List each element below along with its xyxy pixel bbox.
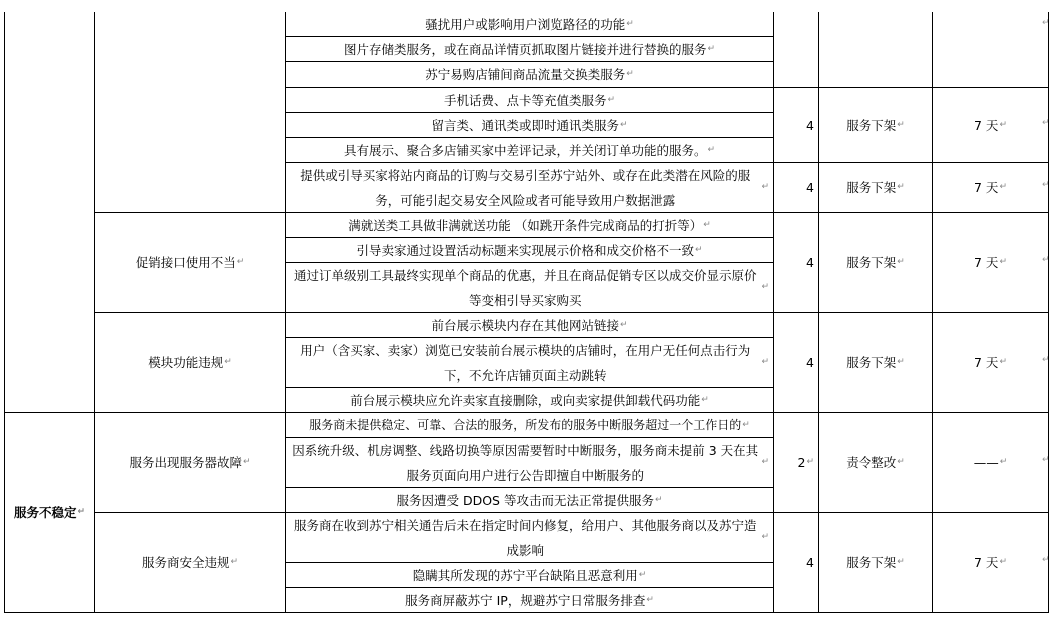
score-value: 4: [806, 255, 814, 270]
penalty-action: 服务下架 ↵: [846, 180, 905, 195]
score-value: 2 ↵: [797, 455, 814, 470]
rule-description: 服务商未提供稳定、可靠、合法的服务，所发布的服务中断服务超过一个工作日的 ↵: [309, 417, 750, 432]
category-module: 模块功能违规 ↵: [148, 355, 232, 370]
category-server: 服务出现服务器故障 ↵: [129, 455, 251, 470]
row-end-mark: ↵: [1042, 355, 1050, 365]
rule-description: 满就送类工具做非满就送功能 （如跳开条件完成商品的打折等） ↵: [348, 217, 711, 233]
rule-description: 服务因遭受 DDOS 等攻击而无法正常提供服务 ↵: [396, 492, 663, 508]
penalty-action: 服务下架 ↵: [846, 355, 905, 370]
penalty-period: 7 天 ↵: [974, 117, 1007, 133]
rule-description: 引导卖家通过设置活动标题来实现展示价格和成交价格不一致 ↵: [356, 242, 703, 258]
penalty-period: 7 天 ↵: [974, 555, 1007, 570]
rule-description: 骚扰用户或影响用户浏览路径的功能 ↵: [425, 16, 634, 32]
category-security: 服务商安全违规 ↵: [141, 555, 239, 570]
score-value: 4: [806, 180, 814, 195]
rule-description: 服务商屏蔽苏宁 IP，规避苏宁日常服务排查 ↵: [405, 592, 654, 608]
rule-description: 服务商在收到苏宁相关通告后未在指定时间内修复，给用户、其他服务商以及苏宁造成影响 ↵: [293, 517, 769, 558]
penalty-period: —— ↵: [973, 455, 1008, 470]
row-end-mark: ↵: [1042, 118, 1050, 128]
score-value: 4: [806, 117, 814, 133]
penalty-action: 责令整改 ↵: [846, 455, 905, 470]
penalty-action: 服务下架 ↵: [846, 117, 905, 133]
row-end-mark: ↵: [1042, 180, 1050, 190]
rule-description: 留言类、通讯类或即时通讯类服务 ↵: [431, 117, 628, 133]
rule-description: 因系统升级、机房调整、线路切换等原因需要暂时中断服务，服务商未提前 3 天在其服务页面向用户进行公告即擅自中断服务的 ↵: [292, 442, 769, 483]
rule-description: 图片存储类服务，或在商品详情页抓取图片链接并进行替换的服务 ↵: [343, 41, 716, 57]
row-end-mark: ↵: [1042, 555, 1050, 565]
penalty-period: 7 天 ↵: [974, 255, 1007, 270]
rule-description: 前台展示模块应允许卖家直接删除，或向卖家提供卸载代码功能 ↵: [350, 392, 709, 408]
rule-description: 苏宁易购店铺间商品流量交换类服务 ↵: [425, 67, 634, 82]
rule-description: 隐瞒其所发现的苏宁平台缺陷且恶意利用 ↵: [412, 567, 647, 583]
score-value: 4: [806, 355, 814, 370]
rule-description: 提供或引导买家将站内商品的订购与交易引至苏宁站外、或存在此类潜在风险的服务，可能引起交易安全风险或者可能导致用户数据泄露 ↵: [300, 167, 769, 208]
rule-description: 前台展示模块内存在其他网站链接 ↵: [431, 317, 628, 333]
row-end-mark: ↵: [1042, 18, 1050, 28]
penalty-period: 7 天 ↵: [974, 355, 1007, 370]
penalty-period: 7 天 ↵: [974, 180, 1007, 195]
rule-description: 用户（含买家、卖家）浏览已安装前台展示模块的店铺时，在用户无任何点击行为下，不允许店铺页面主动跳转 ↵: [300, 342, 769, 383]
category-unstable: 服务不稳定 ↵: [13, 505, 86, 520]
rule-description: 手机话费、点卡等充值类服务 ↵: [443, 92, 616, 108]
rule-description: 通过订单级别工具最终实现单个商品的优惠，并且在商品促销专区以成交价显示原价等变相引导买家购买 ↵: [293, 267, 769, 308]
rule-description: 具有展示、聚合多店铺买家中差评记录，并关闭订单功能的服务。 ↵: [343, 142, 716, 158]
score-value: 4: [806, 555, 814, 570]
category-promo: 促销接口使用不当 ↵: [135, 255, 245, 270]
row-end-mark: ↵: [1042, 455, 1050, 465]
penalty-action: 服务下架 ↵: [846, 255, 905, 270]
penalty-action: 服务下架 ↵: [846, 555, 905, 570]
row-end-mark: ↵: [1042, 255, 1050, 265]
